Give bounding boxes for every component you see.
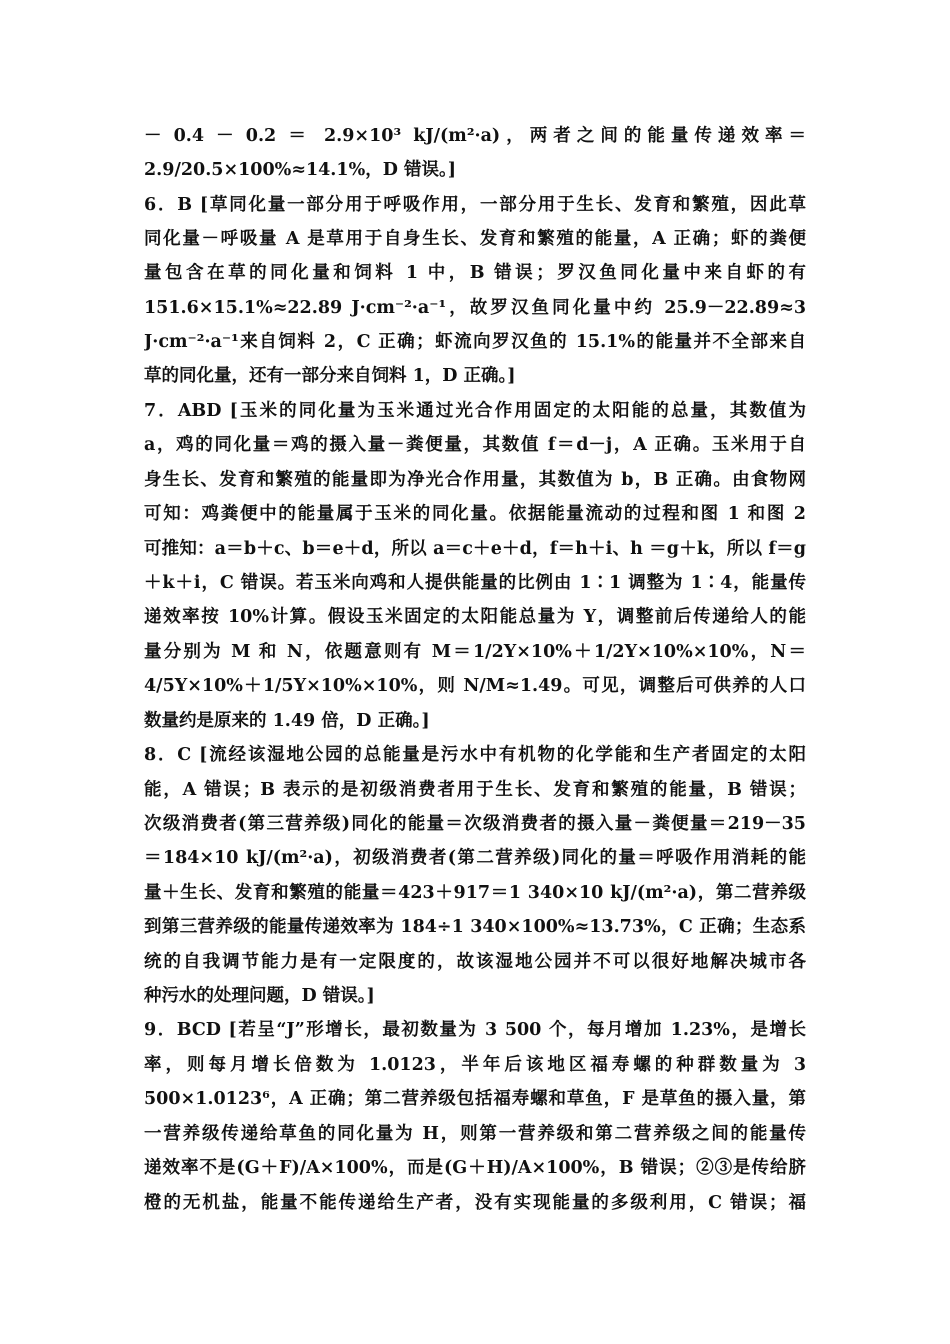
text-line-7: J·cm⁻²·a⁻¹来自饲料 2，C 正确；虾流向罗汉鱼的 15.1%的能量并不全部来自 [144,332,806,352]
text-line-16: 量分别为 M 和 N，依题意则有 M＝1/2Y×10%＋1/2Y×10%×10%，N＝ [144,642,806,662]
text-line-20: 能，A 错误；B 表示的是初级消费者用于生长、发育和繁殖的能量，B 错误； [144,780,806,800]
text-line-26: 种污水的处理问题，D 错误。] [144,986,375,1006]
text-line-9: 7．ABD [玉米的同化量为玉米通过光合作用固定的太阳能的总量，其数值为 [144,401,806,421]
text-line-30: 一营养级传递给草鱼的同化量为 H，则第一营养级和第二营养级之间的能量传 [144,1124,806,1144]
text-line-3: 6．B [草同化量一部分用于呼吸作用，一部分用于生长、发育和繁殖，因此草 [144,195,806,215]
text-line-5: 量包含在草的同化量和饲料 1 中，B 错误；罗汉鱼同化量中来自虾的有 [144,263,806,283]
text-line-6: 151.6×15.1%≈22.89 J·cm⁻²·a⁻¹，故罗汉鱼同化量中约 25.9－22.89≈3 [144,298,806,318]
text-line-15: 递效率按 10%计算。假设玉米固定的太阳能总量为 Y，调整前后传递给人的能 [144,607,806,627]
text-line-4: 同化量－呼吸量 A 是草用于自身生长、发育和繁殖的能量，A 正确；虾的粪便 [144,229,806,249]
text-line-23: 量＋生长、发育和繁殖的能量＝423＋917＝1 340×10 kJ/(m²·a)，第二营养级 [144,883,806,903]
text-line-17: 4/5Y×10%＋1/5Y×10%×10%，则 N/M≈1.49。可见，调整后可供养的人口 [144,676,806,696]
text-line-25: 统的自我调节能力是有一定限度的，故该湿地公园并不可以很好地解决城市各 [144,952,806,972]
text-line-14: ＋k＋i，C 错误。若玉米向鸡和人提供能量的比例由 1∶1 调整为 1∶4，能量传 [144,573,806,593]
text-line-8: 草的同化量，还有一部分来自饲料 1，D 正确。] [144,366,516,386]
text-line-24: 到第三营养级的能量传递效率为 184÷1 340×100%≈13.73%，C 正确；生态系 [144,917,806,937]
text-line-10: a，鸡的同化量＝鸡的摄入量－粪便量，其数值 f＝d－j，A 正确。玉米用于自 [144,435,806,455]
text-line-32: 橙的无机盐，能量不能传递给生产者，没有实现能量的多级利用，C 错误；福 [144,1193,806,1213]
text-line-2: 2.9/20.5×100%≈14.1%，D 错误。] [144,160,456,180]
text-line-21: 次级消费者(第三营养级)同化的能量＝次级消费者的摄入量－粪便量＝219－35 [144,814,806,834]
text-line-29: 500×1.0123⁶，A 正确；第二营养级包括福寿螺和草鱼，F 是草鱼的摄入量，第 [144,1089,806,1109]
text-line-28: 率，则每月增长倍数为 1.0123，半年后该地区福寿螺的种群数量为 3 [144,1055,806,1075]
text-line-18: 数量约是原来的 1.49 倍，D 正确。] [144,711,430,731]
text-line-12: 可知：鸡粪便中的能量属于玉米的同化量。依据能量流动的过程和图 1 和图 2 [144,504,806,524]
text-line-13: 可推知：a＝b＋c、b＝e＋d，所以 a＝c＋e＋d，f＝h＋i、h ＝g＋k，所以 f＝g [144,539,806,559]
text-line-19: 8．C [流经该湿地公园的总能量是污水中有机物的化学能和生产者固定的太阳 [144,745,806,765]
text-line-11: 身生长、发育和繁殖的能量即为净光合作用量，其数值为 b，B 正确。由食物网 [144,470,806,490]
text-line-1: － 0.4 － 0.2 ＝ 2.9×10³ kJ/(m²·a)，两者之间的能量传递效率＝ [144,126,806,146]
text-line-22: ＝184×10 kJ/(m²·a)，初级消费者(第二营养级)同化的量＝呼吸作用消耗的能 [144,848,806,868]
text-line-27: 9．BCD [若呈“J”形增长，最初数量为 3 500 个，每月增加 1.23%，是增长 [144,1020,806,1040]
text-line-31: 递效率不是(G＋F)/A×100%，而是(G＋H)/A×100%，B 错误；②③是传给脐 [144,1158,806,1178]
